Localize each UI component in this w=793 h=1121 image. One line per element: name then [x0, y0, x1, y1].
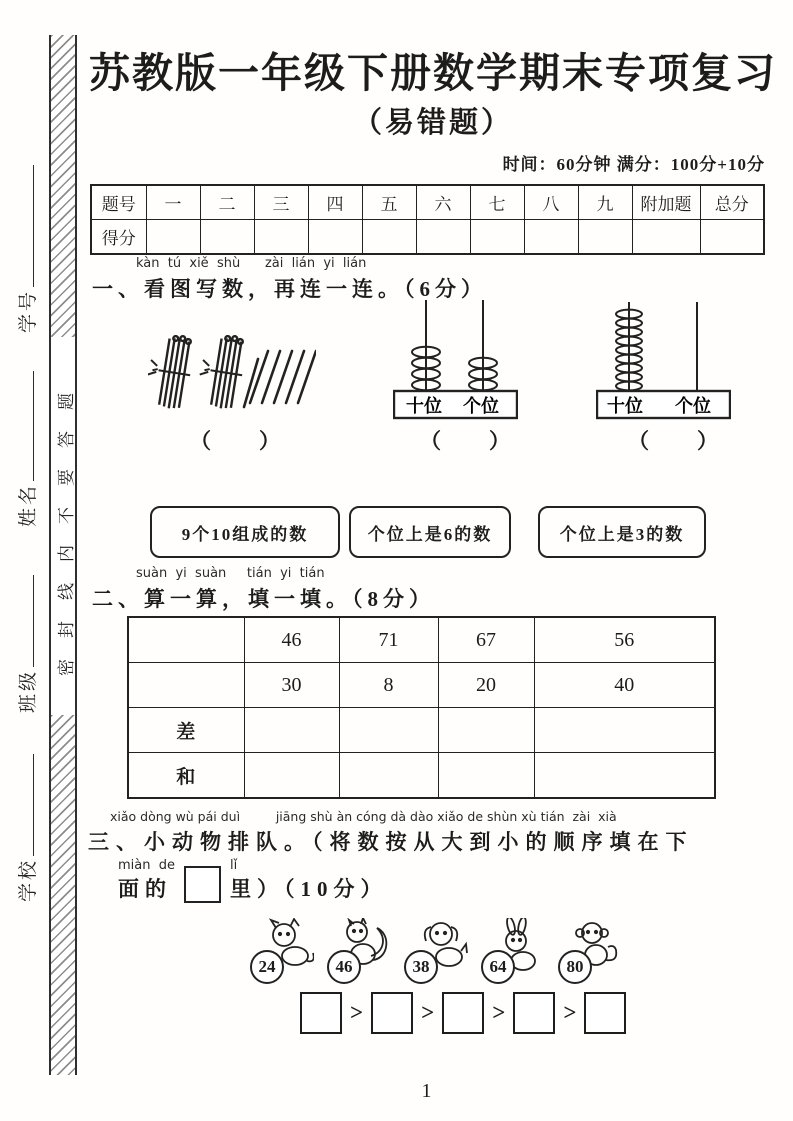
- calc-cell: [339, 708, 438, 753]
- score-empty-cell: [362, 220, 416, 255]
- answer-box: [513, 992, 555, 1034]
- seal-field-label: 学号: [18, 288, 39, 333]
- seal-field-name: [13, 371, 40, 527]
- score-header-cell: 总分: [700, 185, 764, 220]
- difference-label-cell: 差: [128, 708, 244, 753]
- sticks-figure: [148, 335, 316, 435]
- q3-pinyin-li: lǐ: [230, 858, 238, 873]
- score-header-cell: 九: [578, 185, 632, 220]
- ones-place-label: 个位: [463, 396, 499, 416]
- q2-text: 二、算一算，填一填。（8分）: [92, 587, 435, 611]
- q2-pinyin: suàn yi suàn tián yi tián: [136, 566, 325, 581]
- score-empty-cell: [632, 220, 700, 255]
- connect-box-ninety: 9个10组成的数: [150, 506, 340, 558]
- q3-pinyin: xiǎo dòng wù pái duì jiāng shù àn cóng dà dào xiǎo de shùn xù tián zài xià: [110, 809, 617, 824]
- animal-number: 24: [250, 950, 284, 984]
- q1-text: 一、看图写数，再连一连。（6分）: [92, 277, 487, 301]
- connect-box-ones-six: 个位上是6的数: [349, 506, 511, 558]
- tens-place-label: 十位: [607, 396, 643, 416]
- calc-table: [127, 616, 716, 799]
- q1-answer-blank: （ ）: [190, 429, 282, 453]
- calc-cell: [128, 617, 244, 663]
- calc-cell: 71: [339, 617, 438, 663]
- score-header-cell: 三: [254, 185, 308, 220]
- answer-box: [442, 992, 484, 1034]
- q3-text-line2: [118, 858, 388, 903]
- q3-text-mian-de: 面的: [118, 877, 172, 901]
- write-in-line: [18, 371, 34, 481]
- calc-cell: 67: [438, 617, 534, 663]
- animal-cat: [250, 918, 314, 986]
- connect-box-ones-three: 个位上是3的数: [538, 506, 706, 558]
- score-header-cell: 一: [146, 185, 200, 220]
- calc-cell: [534, 753, 715, 799]
- greater-than-sign: >: [350, 1000, 364, 1025]
- page-number: 1: [421, 1080, 432, 1102]
- stick-bundle: [148, 335, 196, 411]
- score-header-cell: 八: [524, 185, 578, 220]
- page-title: 苏教版一年级下册数学期末专项复习: [89, 50, 777, 96]
- score-empty-cell: [416, 220, 470, 255]
- score-empty-cell: [578, 220, 632, 255]
- animal-rabbit: [481, 918, 545, 986]
- abacus-figure-43: [393, 300, 518, 425]
- calc-cell: 46: [244, 617, 339, 663]
- score-empty-cell: [470, 220, 524, 255]
- score-empty-cell: [146, 220, 200, 255]
- seal-field-label: 学校: [18, 857, 39, 902]
- q1-answer-blank: （ ）: [628, 429, 720, 453]
- calc-cell: [244, 708, 339, 753]
- score-header-cell: 二: [200, 185, 254, 220]
- greater-than-sign: >: [563, 1000, 577, 1025]
- q1-answer-blank: （ ）: [420, 429, 512, 453]
- animal-number: 46: [327, 950, 361, 984]
- calc-table-row: [128, 663, 715, 708]
- q3-pinyin-mian-de: miàn de: [118, 858, 175, 873]
- animal-number: 64: [481, 950, 515, 984]
- greater-than-sign: >: [492, 1000, 506, 1025]
- animal-squirrel: [327, 918, 391, 986]
- score-header-cell: 七: [470, 185, 524, 220]
- answer-box: [300, 992, 342, 1034]
- animal-monkey: [558, 918, 622, 986]
- seal-field-school: [13, 754, 40, 902]
- score-empty-cell: [700, 220, 764, 255]
- calc-table-row: [128, 753, 715, 799]
- answer-box: [584, 992, 626, 1034]
- score-header-cell: 附加题: [632, 185, 700, 220]
- answer-box: [371, 992, 413, 1034]
- greater-than-sign: >: [421, 1000, 435, 1025]
- seal-field-label: 班级: [18, 668, 39, 713]
- calc-cell: [438, 708, 534, 753]
- seal-warning-text: 密封线内不要答题: [57, 372, 76, 676]
- score-table-header-row: [91, 185, 764, 220]
- calc-cell: [438, 753, 534, 799]
- calc-cell: [244, 753, 339, 799]
- ones-place-label: 个位: [675, 396, 711, 416]
- hatch-pattern: [51, 715, 75, 1075]
- write-in-line: [18, 575, 34, 667]
- animal-number-row: [250, 918, 622, 986]
- calc-cell: 30: [244, 663, 339, 708]
- score-empty-cell: [200, 220, 254, 255]
- animal-number: 80: [558, 950, 592, 984]
- score-header-cell: 四: [308, 185, 362, 220]
- calc-cell: 8: [339, 663, 438, 708]
- score-header-cell: 五: [362, 185, 416, 220]
- seal-field-class: [13, 575, 40, 713]
- animal-dog: [404, 918, 468, 986]
- q3-text-li-score: 里）（10分）: [230, 877, 388, 901]
- seal-field-student-id: [13, 165, 40, 333]
- calc-cell: [128, 663, 244, 708]
- q3-line2-prefix: [118, 858, 175, 903]
- q1-pinyin: kàn tú xiě shù zài lián yi lián: [136, 256, 367, 271]
- hatch-pattern: [51, 35, 75, 337]
- animal-number: 38: [404, 950, 438, 984]
- loose-sticks: [244, 351, 316, 407]
- seal-field-label: 姓名: [18, 482, 39, 527]
- calc-table-row: [128, 708, 715, 753]
- fill-in-square: [184, 866, 221, 903]
- q3-line2-suffix: [230, 858, 388, 903]
- time-score-info: 时间：60分钟 满分：100分+10分: [502, 155, 765, 174]
- score-empty-cell: [308, 220, 362, 255]
- q3-text: 三、小动物排队。（将数按从大到小的顺序填在下: [88, 830, 694, 854]
- stick-bundle: [195, 335, 248, 411]
- score-header-cell: 题号: [91, 185, 146, 220]
- ordering-answer-row: [300, 992, 626, 1034]
- write-in-line: [18, 165, 34, 287]
- calc-cell: 56: [534, 617, 715, 663]
- sum-label-cell: 和: [128, 753, 244, 799]
- calc-cell: 20: [438, 663, 534, 708]
- tens-place-label: 十位: [406, 396, 442, 416]
- page-subtitle: （易错题）: [352, 107, 513, 139]
- score-empty-cell: [254, 220, 308, 255]
- score-table: [90, 184, 765, 255]
- score-table-score-row: [91, 220, 764, 255]
- score-empty-cell: [524, 220, 578, 255]
- calc-table-row: [128, 617, 715, 663]
- score-header-cell: 六: [416, 185, 470, 220]
- write-in-line: [18, 754, 34, 856]
- calc-cell: [339, 753, 438, 799]
- score-label-cell: 得分: [91, 220, 146, 255]
- calc-cell: [534, 708, 715, 753]
- abacus-figure-90: [596, 300, 731, 425]
- calc-cell: 40: [534, 663, 715, 708]
